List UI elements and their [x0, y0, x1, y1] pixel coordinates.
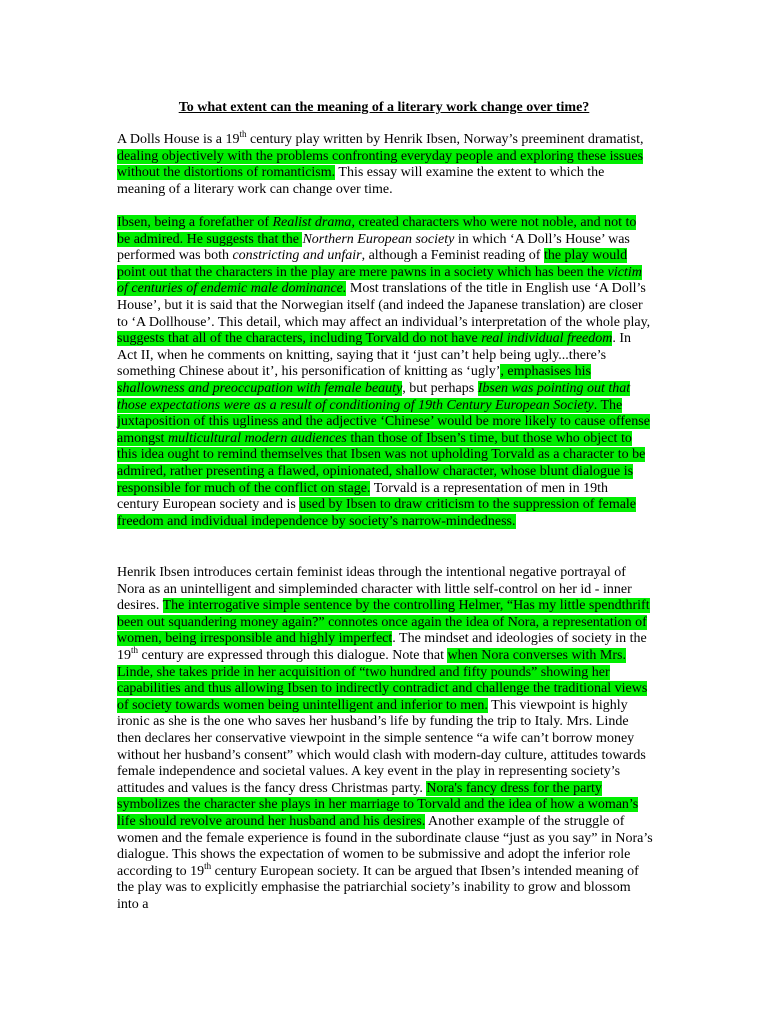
paragraph-2: Ibsen, being a forefather of Realist drama, created characters who were not noble, and not to be admired. He suggests that the Northern European society in which ‘A Doll’s House’ was performed was both constricting and unfair, although a Feminist reading of the play would point out that the characters in the play are mere pawns in a society which has been the victim of centuries of endemic male dominance. Most translations of the title in English use ‘A Doll’s House’, but it is said that the Norwegian itself (and indeed the Japanese translation) are closer to ‘A Dollhouse’. This detail, which may affect an individual’s interpretation of the whole play, suggests that all of the characters, including Torvald do not have real individual freedom. In Act II, when he comments on knitting, saying that it ‘just can’t help being ugly...there’s something Chinese about it’, his personification of knitting as ‘ugly’, emphasises his shallowness and preoccupation with female beauty, but perhaps Ibsen was pointing out that those expectations were as a result of conditioning of 19th Century European Society. The juxtaposition of this ugliness and the adjective ‘Chinese’ would be more likely to cause offense amongst multicultural modern audiences than those of Ibsen’s time, but those who object to this idea ought to remind themselves that Ibsen was not upholding Torvald as a character to be admired, rather presenting a flawed, opinionated, shallow character, whose blunt dialogue is responsible for much of the conflict on stage. Torvald is a representation of men in 19th century European society and is used by Ibsen to draw criticism to the suppression of female freedom and individual independence by society’s narrow-mindedness.	[117, 215, 651, 529]
paragraph-3: Henrik Ibsen introduces certain feminist ideas through the intentional negative portrayal of Nora as an unintelligent and simpleminded character with little self-control on her id - inner desires. The interrogative simple sentence by the controlling Helmer, “Has my little spendthrift been out squandering money again?” connotes once again the idea of Nora, a representation of women, being irresponsible and highly imperfect. The mindset and ideologies of society in the 19th century are expressed through this dialogue. Note that when Nora converses with Mrs. Linde, she takes pride in her acquisition of “two hundred and fifty pounds” showing her capabilities and thus allowing Ibsen to indirectly contradict and challenge the traditional views of society towards women being unintelligent and inferior to men. This viewpoint is highly ironic as she is the one who saves her husband’s life by funding the trip to Italy. Mrs. Linde then declares her conservative viewpoint in the simple sentence “a wife can’t borrow money without her husband’s consent” which would clash with modern-day culture, attitudes towards female independence and societal values. A key event in the play in representing society’s attitudes and values is the fancy dress Christmas party. Nora's fancy dress for the party symbolizes the character she plays in her marriage to Torvald and the idea of how a woman’s life should revolve around her husband and his desires. Another example of the struggle of women and the female experience is found in the subordinate clause “just as you say” in Nora’s dialogue. This shows the expectation of women to be submissive and adopt the inferior role according to 19th century European society. It can be argued that Ibsen’s intended meaning of the play was to explicitly emphasise the patriarchial society’s inability to grow and blossom into a	[117, 565, 653, 912]
paragraph-1: A Dolls House is a 19th century play written by Henrik Ibsen, Norway’s preeminent dramatist, dealing objectively with the problems confronting everyday people and exploring these issues without the distortions of romanticism. This essay will examine the extent to which the meaning of a literary work can change over time.	[117, 129, 644, 197]
essay-title: To what extent can the meaning of a literary work change over time?	[178, 100, 590, 115]
